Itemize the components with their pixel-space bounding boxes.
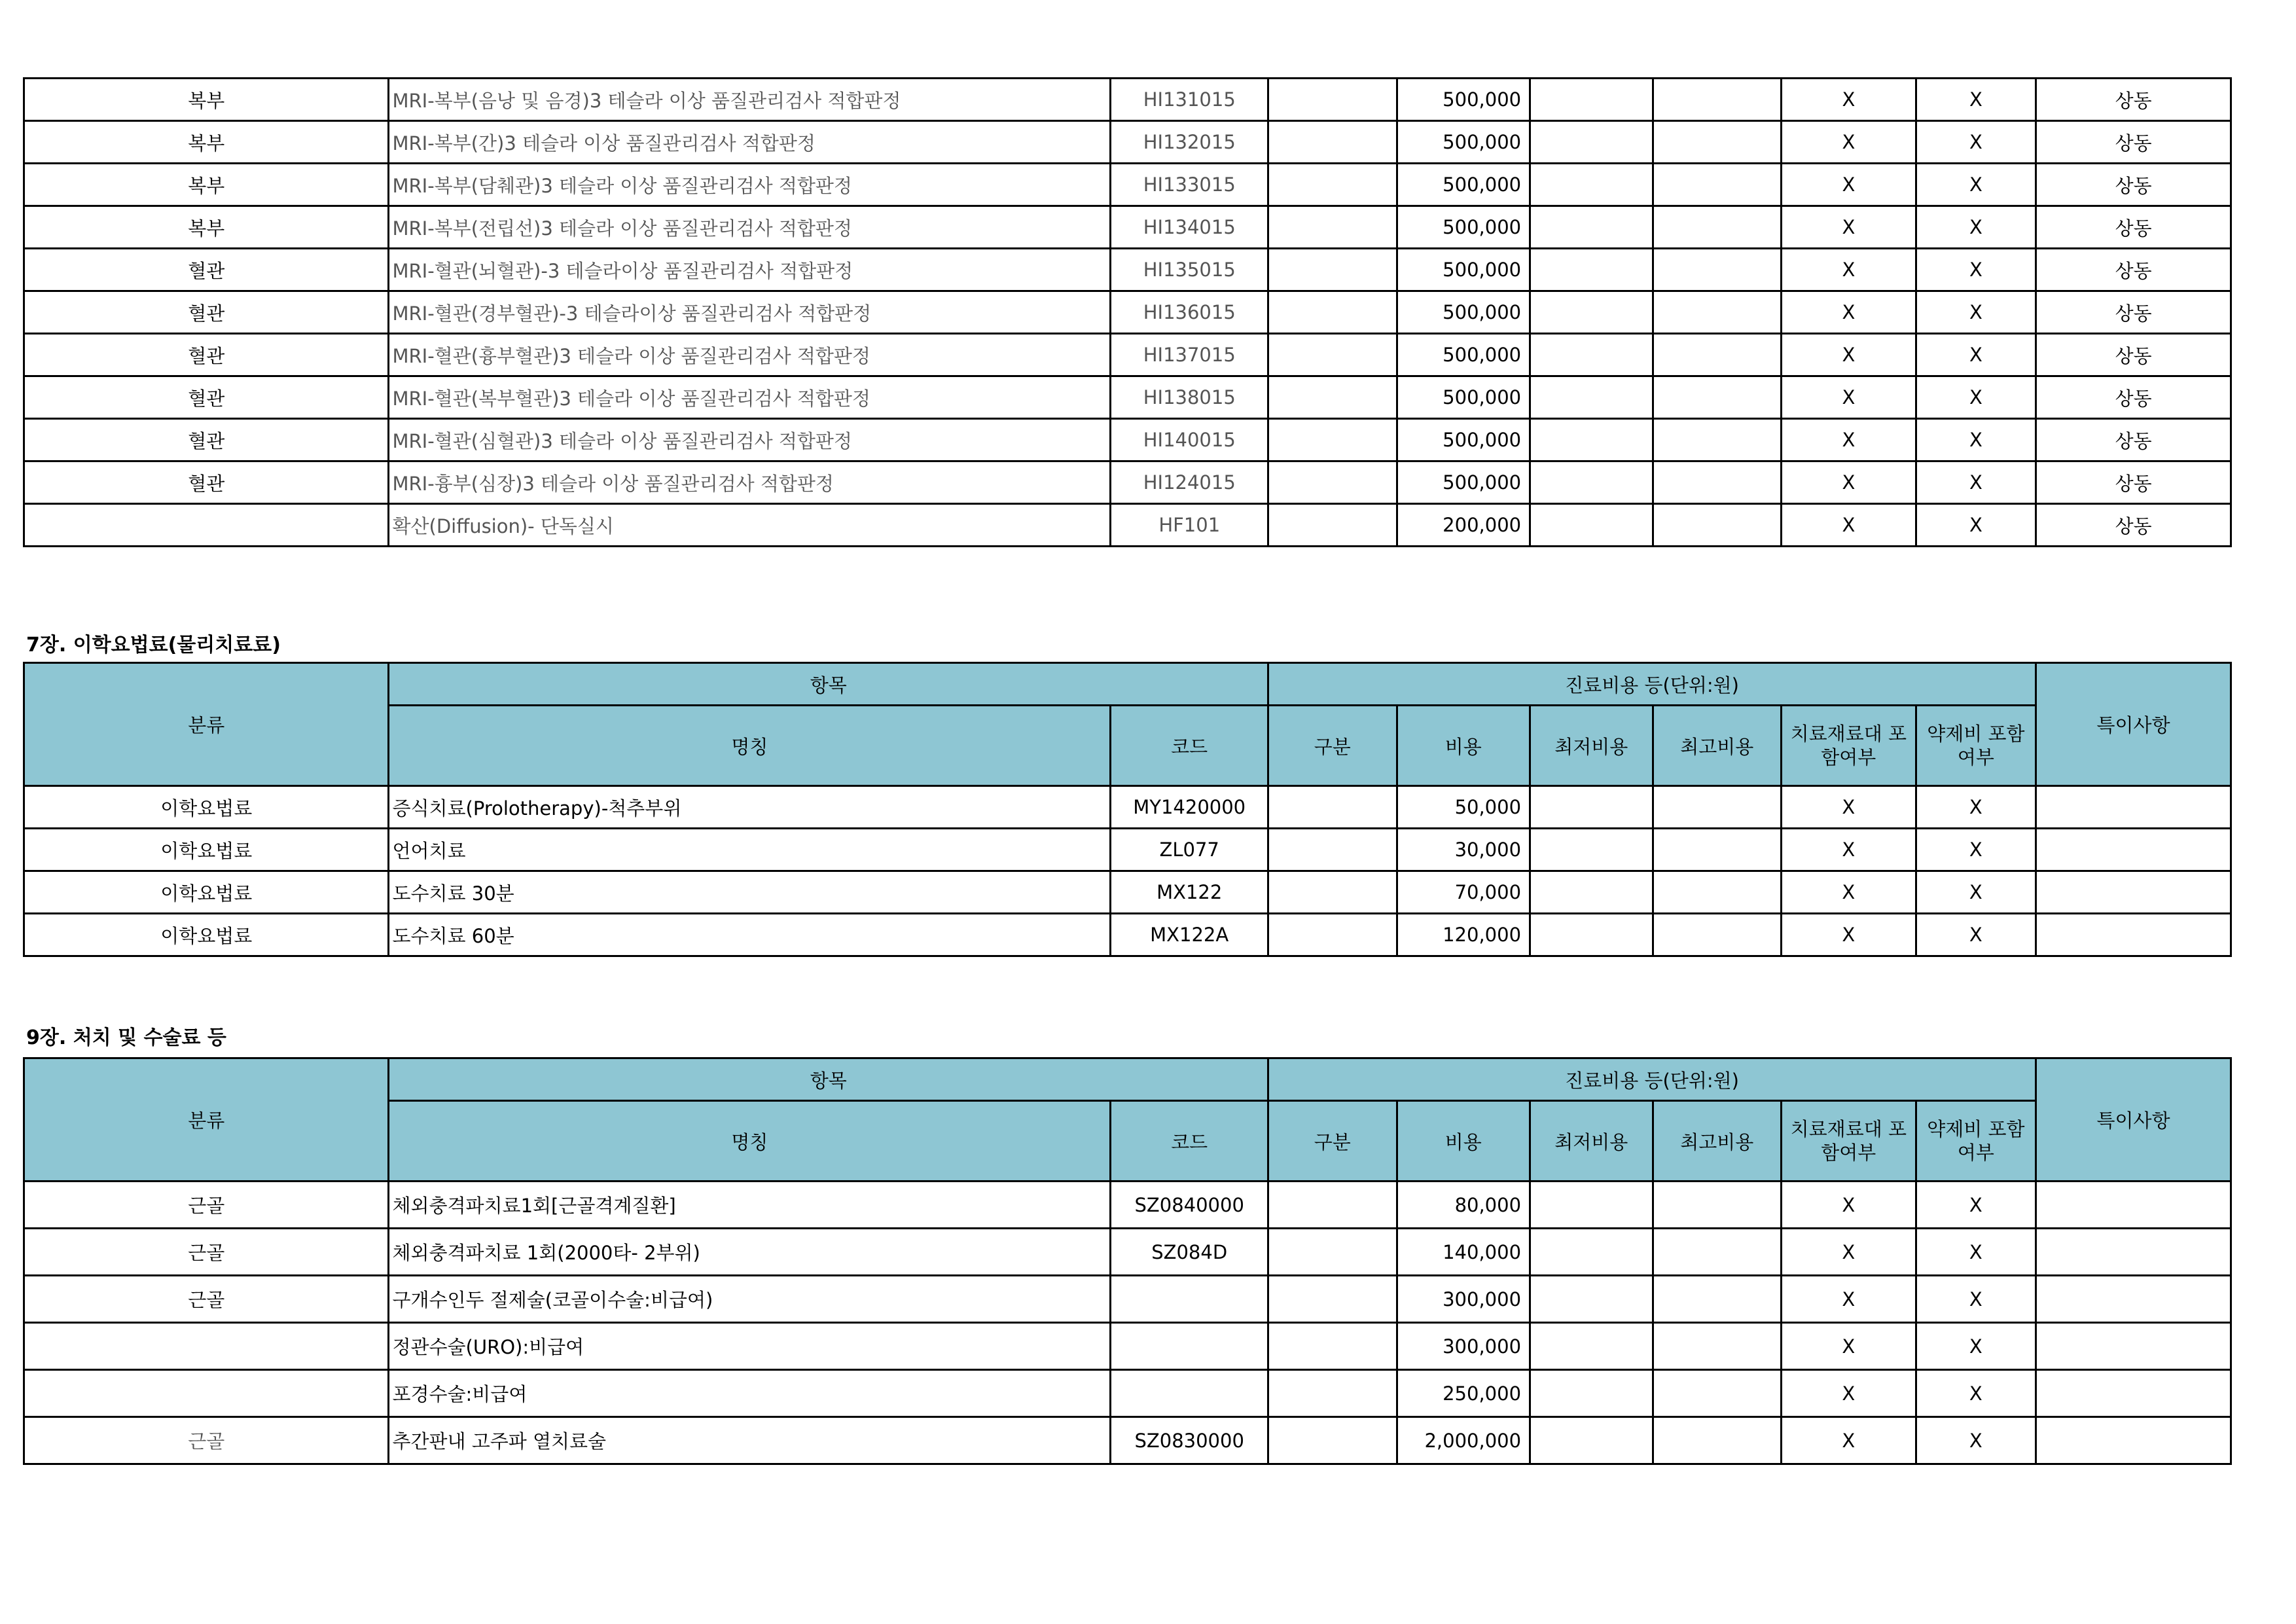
cell-code: SZ084D	[1111, 1229, 1268, 1276]
cell-note: 상동	[2036, 419, 2231, 461]
cell-drug: X	[1916, 291, 2036, 334]
cell-name: MRI-혈관(심혈관)3 테슬라 이상 품질관리검사 적합판정	[389, 419, 1111, 461]
cell-category: 혈관	[24, 291, 389, 334]
cell-min	[1530, 376, 1653, 419]
cell-category: 근골	[24, 1276, 389, 1323]
cell-material: X	[1782, 1370, 1916, 1417]
cell-note: 상동	[2036, 334, 2231, 376]
cell-drug: X	[1916, 79, 2036, 121]
cell-min	[1530, 249, 1653, 291]
cell-cost: 50,000	[1397, 786, 1530, 829]
table-row	[24, 291, 2231, 334]
table-row	[24, 1417, 2231, 1464]
cell-category	[24, 504, 389, 547]
cell-category: 복부	[24, 164, 389, 206]
cell-note	[2036, 829, 2231, 871]
cell-min	[1530, 419, 1653, 461]
cell-material: X	[1782, 461, 1916, 504]
cell-drug: X	[1916, 914, 2036, 956]
cell-min	[1530, 206, 1653, 249]
cell-name: MRI-복부(전립선)3 테슬라 이상 품질관리검사 적합판정	[389, 206, 1111, 249]
table-row	[24, 1323, 2231, 1370]
cell-cost: 120,000	[1397, 914, 1530, 956]
cell-name: 체외충격파치료 1회(2000타- 2부위)	[389, 1229, 1111, 1276]
cell-max	[1653, 1417, 1782, 1464]
cell-note	[2036, 1229, 2231, 1276]
cell-min	[1530, 1182, 1653, 1229]
cell-name: 도수치료 60분	[389, 914, 1111, 956]
table-row	[24, 249, 2231, 291]
cell-min	[1530, 504, 1653, 547]
cell-drug: X	[1916, 1182, 2036, 1229]
table-row	[24, 786, 2231, 829]
cell-material: X	[1782, 206, 1916, 249]
table-row	[24, 829, 2231, 871]
cell-name: MRI-흉부(심장)3 테슬라 이상 품질관리검사 적합판정	[389, 461, 1111, 504]
cell-cost: 2,000,000	[1397, 1417, 1530, 1464]
cell-drug: X	[1916, 206, 2036, 249]
cell-name: 확산(Diffusion)- 단독실시	[389, 504, 1111, 547]
table-row	[24, 79, 2231, 121]
cell-name: 추간판내 고주파 열치료술	[389, 1417, 1111, 1464]
header-cost: 비용	[1397, 706, 1530, 786]
cell-max	[1653, 164, 1782, 206]
header-code: 코드	[1111, 1101, 1268, 1182]
cell-material: X	[1782, 249, 1916, 291]
cell-material: X	[1782, 786, 1916, 829]
cell-note	[2036, 1182, 2231, 1229]
cell-drug: X	[1916, 334, 2036, 376]
cell-type	[1268, 249, 1397, 291]
cell-type	[1268, 1182, 1397, 1229]
cell-cost: 500,000	[1397, 291, 1530, 334]
cell-code: HI135015	[1111, 249, 1268, 291]
cell-code: SZ0840000	[1111, 1182, 1268, 1229]
cell-name: 포경수술:비급여	[389, 1370, 1111, 1417]
cell-max	[1653, 829, 1782, 871]
cell-code	[1111, 1323, 1268, 1370]
cell-name: 체외충격파치료1회[근골격계질환]	[389, 1182, 1111, 1229]
table-row	[24, 419, 2231, 461]
cell-drug: X	[1916, 249, 2036, 291]
header-name: 명칭	[389, 1101, 1111, 1182]
cell-code	[1111, 1276, 1268, 1323]
cell-material: X	[1782, 1323, 1916, 1370]
cell-material: X	[1782, 829, 1916, 871]
table-row	[24, 1182, 2231, 1229]
cell-min	[1530, 914, 1653, 956]
cell-code: HI136015	[1111, 291, 1268, 334]
cell-type	[1268, 1417, 1397, 1464]
cell-code: HI124015	[1111, 461, 1268, 504]
cell-drug: X	[1916, 1229, 2036, 1276]
cell-cost: 30,000	[1397, 829, 1530, 871]
table-row	[24, 871, 2231, 914]
cell-max	[1653, 786, 1782, 829]
cell-max	[1653, 914, 1782, 956]
cell-code: HI133015	[1111, 164, 1268, 206]
cell-max	[1653, 461, 1782, 504]
table-row	[24, 164, 2231, 206]
cell-note: 상동	[2036, 461, 2231, 504]
cell-min	[1530, 79, 1653, 121]
cell-name: MRI-복부(음낭 및 음경)3 테슬라 이상 품질관리검사 적합판정	[389, 79, 1111, 121]
mri-fee-table	[23, 77, 2232, 547]
cell-min	[1530, 1323, 1653, 1370]
cell-cost: 70,000	[1397, 871, 1530, 914]
cell-type	[1268, 786, 1397, 829]
cell-type	[1268, 461, 1397, 504]
cell-code: MX122	[1111, 871, 1268, 914]
cell-note	[2036, 871, 2231, 914]
cell-material: X	[1782, 1417, 1916, 1464]
cell-note: 상동	[2036, 121, 2231, 164]
header-name: 명칭	[389, 706, 1111, 786]
header-type: 구분	[1268, 1101, 1397, 1182]
cell-max	[1653, 1276, 1782, 1323]
cell-material: X	[1782, 334, 1916, 376]
cell-category: 근골	[24, 1182, 389, 1229]
cell-type	[1268, 871, 1397, 914]
cell-max	[1653, 206, 1782, 249]
cell-code: ZL077	[1111, 829, 1268, 871]
cell-max	[1653, 334, 1782, 376]
cell-cost: 500,000	[1397, 461, 1530, 504]
cell-cost: 300,000	[1397, 1323, 1530, 1370]
header-note: 특이사항	[2036, 1058, 2231, 1182]
cell-type	[1268, 1323, 1397, 1370]
cell-code: HI134015	[1111, 206, 1268, 249]
cell-material: X	[1782, 1276, 1916, 1323]
cell-material: X	[1782, 121, 1916, 164]
procedure-fee-table-body	[24, 1182, 2231, 1464]
header-min: 최저비용	[1530, 1101, 1653, 1182]
cell-cost: 500,000	[1397, 121, 1530, 164]
cell-type	[1268, 164, 1397, 206]
cell-name: MRI-혈관(복부혈관)3 테슬라 이상 품질관리검사 적합판정	[389, 376, 1111, 419]
cell-max	[1653, 121, 1782, 164]
header-material: 치료재료대 포함여부	[1782, 706, 1916, 786]
cell-cost: 500,000	[1397, 249, 1530, 291]
physio-fee-table-body	[24, 786, 2231, 956]
cell-cost: 80,000	[1397, 1182, 1530, 1229]
cell-category: 이학요법료	[24, 914, 389, 956]
physio-fee-table	[23, 662, 2232, 957]
table-row	[24, 1229, 2231, 1276]
cell-drug: X	[1916, 1417, 2036, 1464]
cell-name: 언어치료	[389, 829, 1111, 871]
cell-drug: X	[1916, 461, 2036, 504]
header-cost: 비용	[1397, 1101, 1530, 1182]
cell-drug: X	[1916, 504, 2036, 547]
header-material: 치료재료대 포함여부	[1782, 1101, 1916, 1182]
header-note: 특이사항	[2036, 663, 2231, 786]
cell-note: 상동	[2036, 291, 2231, 334]
header-min: 최저비용	[1530, 706, 1653, 786]
cell-category: 혈관	[24, 461, 389, 504]
cell-name: MRI-복부(간)3 테슬라 이상 품질관리검사 적합판정	[389, 121, 1111, 164]
header-max: 최고비용	[1653, 706, 1782, 786]
cell-type	[1268, 914, 1397, 956]
cell-code: MY1420000	[1111, 786, 1268, 829]
header-item: 항목	[389, 663, 1268, 706]
cell-type	[1268, 291, 1397, 334]
cell-category: 이학요법료	[24, 829, 389, 871]
cell-code: MX122A	[1111, 914, 1268, 956]
table-row	[24, 914, 2231, 956]
cell-type	[1268, 829, 1397, 871]
table-row	[24, 334, 2231, 376]
cell-max	[1653, 1370, 1782, 1417]
cell-note: 상동	[2036, 79, 2231, 121]
cell-type	[1268, 376, 1397, 419]
cell-max	[1653, 376, 1782, 419]
cell-category: 복부	[24, 121, 389, 164]
cell-max	[1653, 419, 1782, 461]
cell-min	[1530, 1229, 1653, 1276]
header-category: 분류	[24, 663, 389, 786]
cell-material: X	[1782, 376, 1916, 419]
cell-cost: 500,000	[1397, 419, 1530, 461]
cell-code: HI138015	[1111, 376, 1268, 419]
table-row	[24, 1276, 2231, 1323]
cell-max	[1653, 1323, 1782, 1370]
cell-code: HF101	[1111, 504, 1268, 547]
cell-type	[1268, 1276, 1397, 1323]
cell-type	[1268, 1229, 1397, 1276]
cell-note: 상동	[2036, 376, 2231, 419]
cell-note	[2036, 1276, 2231, 1323]
cell-note: 상동	[2036, 504, 2231, 547]
table-row	[24, 376, 2231, 419]
cell-category: 혈관	[24, 376, 389, 419]
cell-min	[1530, 121, 1653, 164]
cell-code: SZ0830000	[1111, 1417, 1268, 1464]
cell-note	[2036, 1323, 2231, 1370]
cell-type	[1268, 121, 1397, 164]
cell-cost: 250,000	[1397, 1370, 1530, 1417]
header-drug: 약제비 포함여부	[1916, 706, 2036, 786]
cell-max	[1653, 291, 1782, 334]
cell-max	[1653, 871, 1782, 914]
cell-name: MRI-혈관(흉부혈관)3 테슬라 이상 품질관리검사 적합판정	[389, 334, 1111, 376]
cell-material: X	[1782, 1182, 1916, 1229]
cell-max	[1653, 1229, 1782, 1276]
cell-cost: 500,000	[1397, 164, 1530, 206]
cell-category: 복부	[24, 206, 389, 249]
section-7-title: 7장. 이학요법료(물리치료료)	[26, 634, 281, 657]
cell-name: MRI-혈관(경부혈관)-3 테슬라이상 품질관리검사 적합판정	[389, 291, 1111, 334]
cell-name: 구개수인두 절제술(코골이수술:비급여)	[389, 1276, 1111, 1323]
procedure-fee-table	[23, 1057, 2232, 1465]
cell-min	[1530, 871, 1653, 914]
cell-code: HI132015	[1111, 121, 1268, 164]
cell-drug: X	[1916, 164, 2036, 206]
cell-type	[1268, 79, 1397, 121]
cell-category	[24, 1323, 389, 1370]
cell-min	[1530, 1276, 1653, 1323]
cell-note	[2036, 914, 2231, 956]
cell-max	[1653, 249, 1782, 291]
table-row	[24, 504, 2231, 547]
cell-material: X	[1782, 79, 1916, 121]
cell-drug: X	[1916, 1276, 2036, 1323]
cell-max	[1653, 1182, 1782, 1229]
cell-category: 혈관	[24, 419, 389, 461]
cell-drug: X	[1916, 786, 2036, 829]
header-fees: 진료비용 등(단위:원)	[1268, 1058, 2036, 1101]
cell-min	[1530, 1417, 1653, 1464]
cell-name: 증식치료(Prolotherapy)-척추부위	[389, 786, 1111, 829]
cell-cost: 200,000	[1397, 504, 1530, 547]
cell-code: HI131015	[1111, 79, 1268, 121]
cell-min	[1530, 461, 1653, 504]
cell-type	[1268, 334, 1397, 376]
header-code: 코드	[1111, 706, 1268, 786]
cell-drug: X	[1916, 871, 2036, 914]
cell-category: 이학요법료	[24, 786, 389, 829]
cell-category: 이학요법료	[24, 871, 389, 914]
cell-category: 복부	[24, 79, 389, 121]
cell-note	[2036, 786, 2231, 829]
cell-note: 상동	[2036, 206, 2231, 249]
cell-min	[1530, 829, 1653, 871]
cell-type	[1268, 1370, 1397, 1417]
table-row	[24, 206, 2231, 249]
cell-drug: X	[1916, 1323, 2036, 1370]
section-9-title: 9장. 처치 및 수술료 등	[26, 1026, 226, 1049]
cell-cost: 300,000	[1397, 1276, 1530, 1323]
cell-material: X	[1782, 291, 1916, 334]
cell-category: 혈관	[24, 334, 389, 376]
cell-material: X	[1782, 1229, 1916, 1276]
cell-category: 혈관	[24, 249, 389, 291]
cell-drug: X	[1916, 376, 2036, 419]
cell-cost: 500,000	[1397, 376, 1530, 419]
cell-note	[2036, 1417, 2231, 1464]
table-row	[24, 461, 2231, 504]
cell-min	[1530, 786, 1653, 829]
cell-material: X	[1782, 419, 1916, 461]
cell-type	[1268, 206, 1397, 249]
cell-name: MRI-혈관(뇌혈관)-3 테슬라이상 품질관리검사 적합판정	[389, 249, 1111, 291]
cell-cost: 500,000	[1397, 206, 1530, 249]
cell-cost: 140,000	[1397, 1229, 1530, 1276]
cell-type	[1268, 419, 1397, 461]
header-max: 최고비용	[1653, 1101, 1782, 1182]
header-item: 항목	[389, 1058, 1268, 1101]
cell-material: X	[1782, 871, 1916, 914]
header-fees: 진료비용 등(단위:원)	[1268, 663, 2036, 706]
cell-name: 정관수술(URO):비급여	[389, 1323, 1111, 1370]
cell-cost: 500,000	[1397, 334, 1530, 376]
cell-note: 상동	[2036, 164, 2231, 206]
cell-category: 근골	[24, 1417, 389, 1464]
cell-category: 근골	[24, 1229, 389, 1276]
cell-drug: X	[1916, 419, 2036, 461]
cell-note	[2036, 1370, 2231, 1417]
cell-code: HI140015	[1111, 419, 1268, 461]
cell-max	[1653, 504, 1782, 547]
cell-note: 상동	[2036, 249, 2231, 291]
cell-material: X	[1782, 914, 1916, 956]
cell-drug: X	[1916, 1370, 2036, 1417]
cell-material: X	[1782, 164, 1916, 206]
cell-min	[1530, 164, 1653, 206]
cell-material: X	[1782, 504, 1916, 547]
cell-min	[1530, 291, 1653, 334]
table-row	[24, 1370, 2231, 1417]
cell-code	[1111, 1370, 1268, 1417]
header-category: 분류	[24, 1058, 389, 1182]
cell-drug: X	[1916, 121, 2036, 164]
cell-category	[24, 1370, 389, 1417]
table-row	[24, 121, 2231, 164]
header-drug: 약제비 포함여부	[1916, 1101, 2036, 1182]
cell-drug: X	[1916, 829, 2036, 871]
cell-min	[1530, 1370, 1653, 1417]
cell-cost: 500,000	[1397, 79, 1530, 121]
cell-min	[1530, 334, 1653, 376]
cell-name: MRI-복부(담췌관)3 테슬라 이상 품질관리검사 적합판정	[389, 164, 1111, 206]
cell-type	[1268, 504, 1397, 547]
cell-max	[1653, 79, 1782, 121]
mri-fee-table-body	[24, 79, 2231, 547]
cell-code: HI137015	[1111, 334, 1268, 376]
cell-name: 도수치료 30분	[389, 871, 1111, 914]
header-type: 구분	[1268, 706, 1397, 786]
